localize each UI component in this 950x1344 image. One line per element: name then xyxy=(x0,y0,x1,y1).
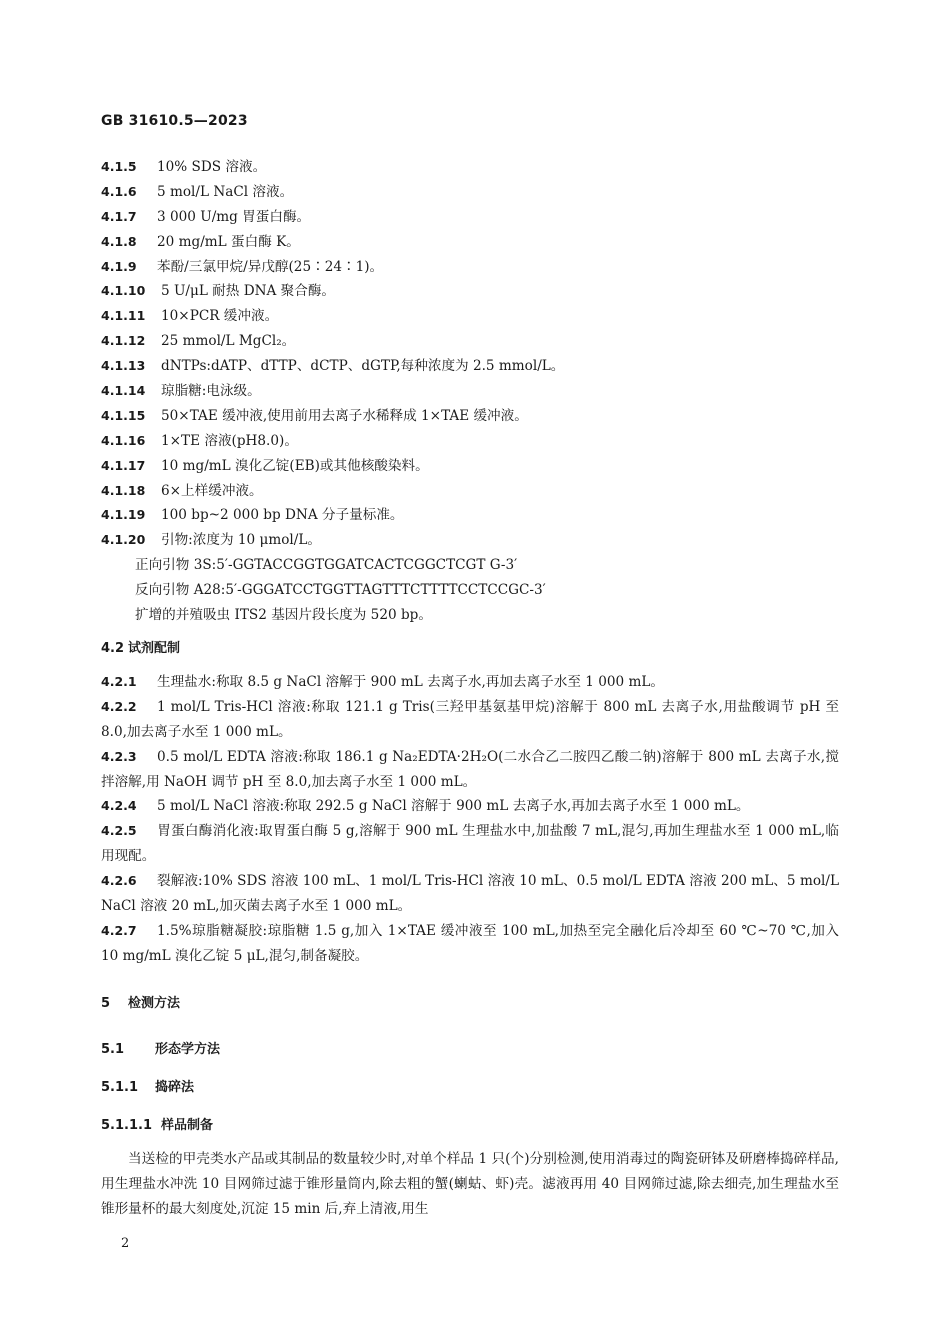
item-number: 4.1.12 xyxy=(101,333,146,349)
list-item xyxy=(101,155,839,180)
item-text: 1.5%琼脂糖凝胶:琼脂糖 1.5 g,加入 1×TAE 缓冲液至 100 mL,加热至完全融化后冷却至 60 ℃~70 ℃,加入 10 mg/mL 溴化乙锭 5 μL,混匀,制备凝胶。 xyxy=(101,922,839,964)
item-text: 1×TE 溶液(pH8.0)。 xyxy=(161,432,298,449)
item-text: 生理盐水:称取 8.5 g NaCl 溶解于 900 mL 去离子水,再加去离子水至 1 000 mL。 xyxy=(157,673,665,690)
item-number: 4.1.14 xyxy=(101,383,146,399)
list-item xyxy=(101,794,839,819)
item-number: 4.2.4 xyxy=(101,798,137,814)
reagent-list-4-1 xyxy=(101,155,839,628)
list-item xyxy=(101,304,839,329)
item-text: 10×PCR 缓冲液。 xyxy=(161,308,279,325)
list-item xyxy=(101,745,839,795)
list-item xyxy=(101,429,839,454)
list-item xyxy=(101,379,839,404)
item-text: 10% SDS 溶液。 xyxy=(157,159,267,175)
list-item xyxy=(101,230,839,255)
section-title: 形态学方法 xyxy=(155,1041,221,1057)
item-number: 4.1.19 xyxy=(101,507,146,523)
list-item xyxy=(101,205,839,230)
section-heading-5-1-1 xyxy=(101,1075,839,1101)
item-number: 4.2.2 xyxy=(101,698,137,714)
item-text: 50×TAE 缓冲液,使用前用去离子水稀释成 1×TAE 缓冲液。 xyxy=(161,407,528,424)
list-item xyxy=(101,279,839,304)
item-number: 4.1.18 xyxy=(101,482,146,498)
list-item xyxy=(101,329,839,354)
item-text: 10 mg/mL 溴化乙锭(EB)或其他核酸染料。 xyxy=(161,457,429,474)
page-number: 2 xyxy=(121,1236,130,1251)
item-number: 4.2.1 xyxy=(101,673,137,689)
item-text: 引物:浓度为 10 μmol/L。 xyxy=(161,532,321,549)
item-number: 4.2.5 xyxy=(101,823,137,839)
list-item xyxy=(101,819,839,869)
list-item xyxy=(101,919,839,969)
list-item xyxy=(101,180,839,205)
section-heading-5-1 xyxy=(101,1037,839,1063)
body-paragraph: 当送检的甲壳类水产品或其制品的数量较少时,对单个样品 1 只(个)分别检测,使用消毒过的陶瓷研钵及研磨棒捣碎样品,用生理盐水冲洗 10 目网筛过滤于锥形量筒内,除去粗的蟹(蝲蛄、虾)壳。滤液再用 40 目网筛过滤,除去细壳,加生理盐水至锥形量杯的最大刻度处,沉淀 15 min 后,弃上清液,用生 xyxy=(101,1150,839,1217)
item-number: 4.2.6 xyxy=(101,873,137,889)
list-item xyxy=(101,670,839,695)
primer-note: 扩增的并殖吸虫 ITS2 基因片段长度为 520 bp。 xyxy=(135,607,432,624)
list-item xyxy=(101,869,839,919)
section-title: 检测方法 xyxy=(128,995,181,1011)
item-number: 4.1.5 xyxy=(101,159,137,174)
document-body xyxy=(101,155,839,1222)
item-number: 4.1.7 xyxy=(101,208,137,224)
item-number: 4.1.8 xyxy=(101,233,137,249)
item-text: 3 000 U/mg 胃蛋白酶。 xyxy=(157,208,311,225)
item-number: 4.1.16 xyxy=(101,432,146,448)
item-text: 6×上样缓冲液。 xyxy=(161,482,263,499)
section-number: 5.1 xyxy=(101,1041,125,1057)
item-text: 25 mmol/L MgCl₂。 xyxy=(161,333,296,350)
section-number: 4.2 xyxy=(101,640,125,656)
item-text: 20 mg/mL 蛋白酶 K。 xyxy=(157,233,300,250)
section-title: 试剂配制 xyxy=(128,640,181,656)
item-text: 琼脂糖:电泳级。 xyxy=(161,383,261,400)
list-item xyxy=(101,454,839,479)
section-heading-5-1-1-1 xyxy=(101,1113,839,1139)
item-text: 5 mol/L NaCl 溶液。 xyxy=(157,183,294,200)
forward-primer: 正向引物 3S:5′-GGTACCGGTGGATCACTCGGCTCGT G-3′ xyxy=(135,557,518,574)
section-title: 样品制备 xyxy=(161,1117,214,1133)
item-text: 裂解液:10% SDS 溶液 100 mL、1 mol/L Tris-HCl 溶液 10 mL、0.5 mol/L EDTA 溶液 200 mL、5 mol/L NaCl 溶液 20 mL,加灭菌去离子水至 1 000 mL。 xyxy=(101,873,839,915)
item-number: 4.1.13 xyxy=(101,358,146,374)
item-text: 胃蛋白酶消化液:取胃蛋白酶 5 g,溶解于 900 mL 生理盐水中,加盐酸 7 mL,混匀,再加生理盐水至 1 000 mL,临用现配。 xyxy=(101,823,839,865)
list-item xyxy=(101,354,839,379)
standard-code-header: GB 31610.5—2023 xyxy=(101,113,248,129)
list-item xyxy=(101,695,839,745)
item-text: 苯酚/三氯甲烷/异戊醇(25∶24∶1)。 xyxy=(157,258,384,275)
item-number: 4.1.10 xyxy=(101,283,146,299)
item-text: 5 U/μL 耐热 DNA 聚合酶。 xyxy=(161,283,336,300)
item-number: 4.1.20 xyxy=(101,532,146,548)
section-number: 5.1.1.1 xyxy=(101,1117,152,1133)
section-heading-5 xyxy=(101,991,839,1017)
item-number: 4.1.9 xyxy=(101,258,137,274)
item-text: dNTPs:dATP、dTTP、dCTP、dGTP,每种浓度为 2.5 mmol/L。 xyxy=(161,358,565,375)
item-number: 4.1.17 xyxy=(101,457,146,473)
section-number: 5 xyxy=(101,995,111,1011)
item-text: 1 mol/L Tris-HCl 溶液:称取 121.1 g Tris(三羟甲基氨基甲烷)溶解于 800 mL 去离子水,用盐酸调节 pH 至 8.0,加去离子水至 1 000 mL。 xyxy=(101,698,839,740)
section-heading-4-2 xyxy=(101,636,839,662)
list-item xyxy=(101,479,839,504)
item-number: 4.1.15 xyxy=(101,407,146,423)
item-text: 100 bp~2 000 bp DNA 分子量标准。 xyxy=(161,507,404,524)
item-number: 4.1.6 xyxy=(101,183,137,199)
item-number: 4.1.11 xyxy=(101,308,146,324)
list-item xyxy=(101,503,839,528)
item-text: 0.5 mol/L EDTA 溶液:称取 186.1 g Na₂EDTA·2H₂O(二水合乙二胺四乙酸二钠)溶解于 800 mL 去离子水,搅拌溶解,用 NaOH 调节 pH 至 8.0,加去离子水至 1 000 mL。 xyxy=(101,748,839,790)
item-text: 5 mol/L NaCl 溶液:称取 292.5 g NaCl 溶解于 900 mL 去离子水,再加去离子水至 1 000 mL。 xyxy=(157,798,750,815)
reagent-preparation-list xyxy=(101,670,839,969)
reverse-primer: 反向引物 A28:5′-GGGATCCTGGTTAGTTTCTTTTCCTCCGC-3′ xyxy=(135,582,546,599)
section-number: 5.1.1 xyxy=(101,1079,139,1095)
section-title: 捣碎法 xyxy=(155,1079,195,1095)
list-item xyxy=(101,528,839,553)
list-item xyxy=(101,404,839,429)
item-number: 4.2.3 xyxy=(101,748,137,764)
list-item xyxy=(101,255,839,280)
item-number: 4.2.7 xyxy=(101,922,137,938)
